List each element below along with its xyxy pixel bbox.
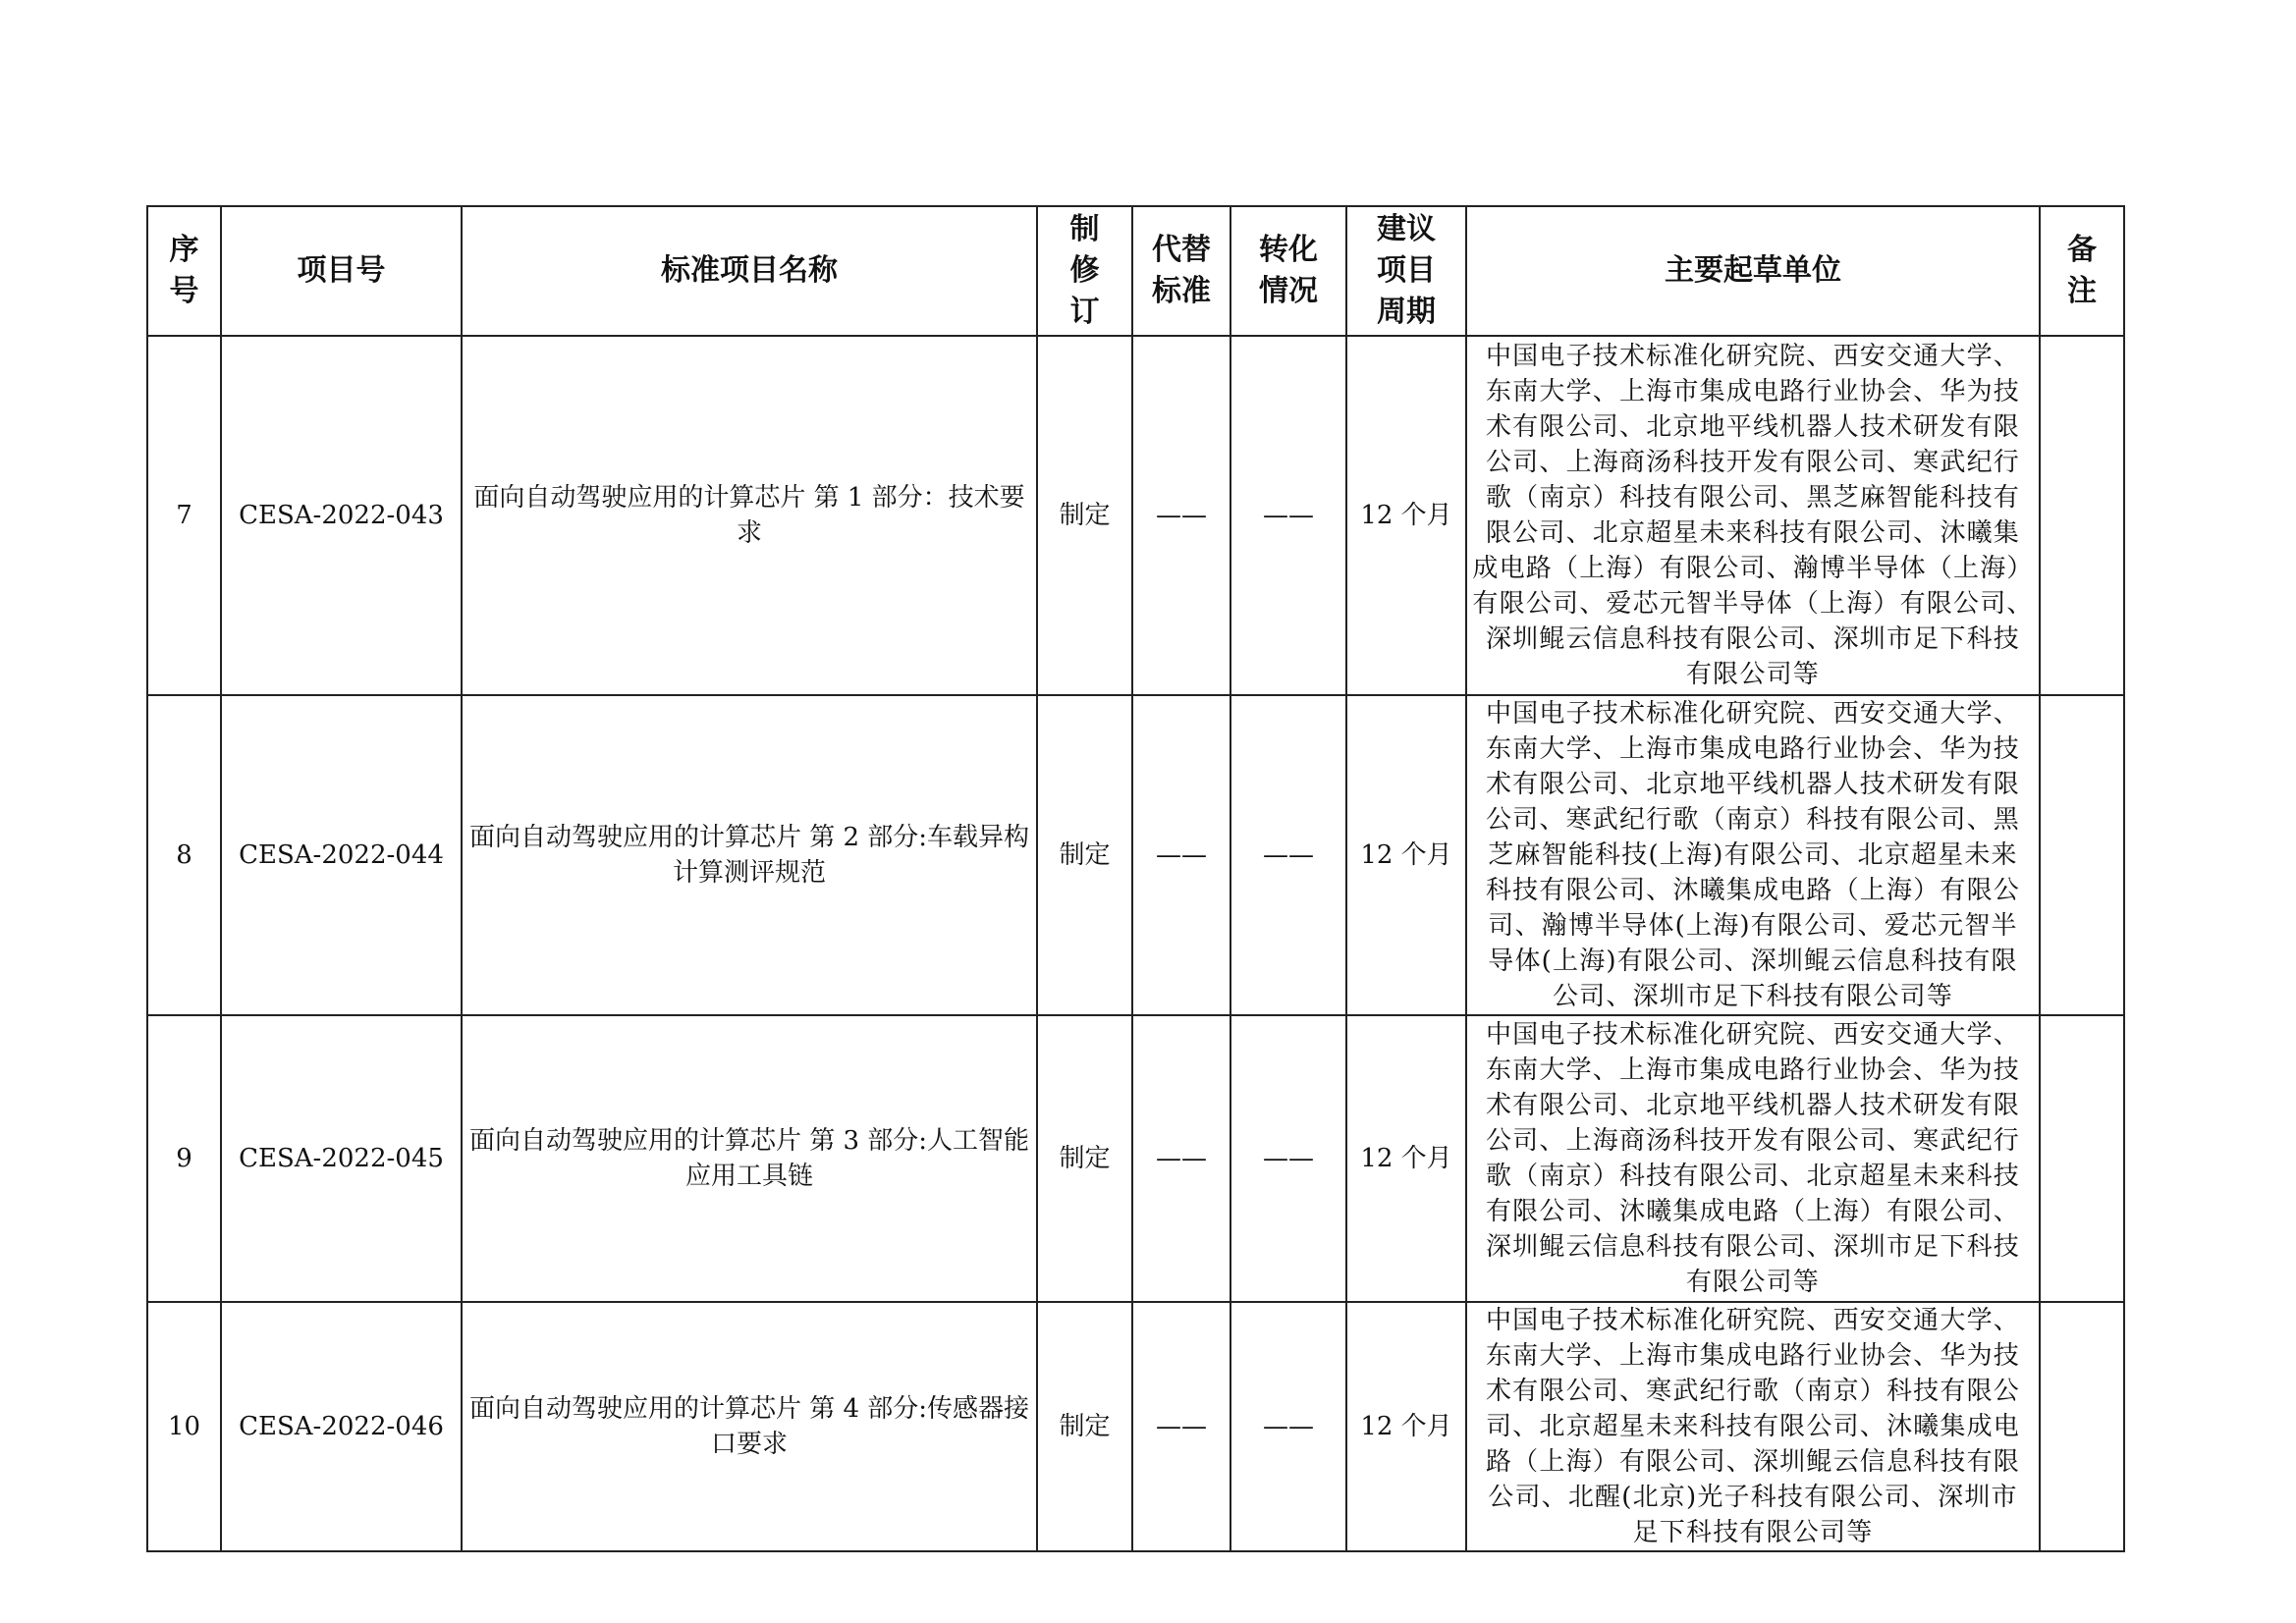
units-line: 歌（南京）科技有限公司、北京超星未来科技	[1485, 1162, 2020, 1191]
units-line: 东南大学、上海市集成电路行业协会、华为技	[1485, 377, 2020, 406]
units-line: 芝麻智能科技(上海)有限公司、北京超星未来	[1488, 840, 2018, 870]
units-line: 科技有限公司、沐曦集成电路（上海）有限公	[1485, 876, 2020, 905]
units-line: 中国电子技术标准化研究院、西安交通大学、	[1485, 342, 2020, 371]
units-line: 术有限公司、北京地平线机器人技术研发有限	[1485, 770, 2020, 799]
revision-cell: 制定	[1037, 336, 1132, 695]
table-row	[147, 1302, 2124, 1551]
units-line: 公司、上海商汤科技开发有限公司、寒武纪行	[1485, 1126, 2020, 1156]
header-replace: 代替 标准	[1132, 206, 1230, 336]
remark-cell	[2040, 1015, 2124, 1302]
cycle-cell: 12 个月	[1346, 1015, 1466, 1302]
name-cell: 面向自动驾驶应用的计算芯片 第 2 部分:车载异构计算测评规范	[462, 695, 1037, 1015]
units-line: 有限公司等	[1685, 1268, 1820, 1297]
remark-cell	[2040, 695, 2124, 1015]
units-line: 东南大学、上海市集成电路行业协会、华为技	[1485, 1055, 2020, 1085]
project-no-cell: CESA-2022-046	[221, 1302, 462, 1551]
replace-cell: ——	[1132, 1302, 1230, 1551]
cycle-cell: 12 个月	[1346, 1302, 1466, 1551]
header-units: 主要起草单位	[1466, 206, 2040, 336]
units-cell	[1466, 336, 2040, 695]
header-name: 标准项目名称	[462, 206, 1037, 336]
conversion-cell: ——	[1230, 695, 1346, 1015]
units-line: 术有限公司、北京地平线机器人技术研发有限	[1485, 412, 2020, 442]
replace-cell: ——	[1132, 1015, 1230, 1302]
project-no-cell: CESA-2022-044	[221, 695, 462, 1015]
replace-cell: ——	[1132, 336, 1230, 695]
header-row	[147, 206, 2124, 336]
seq-cell: 8	[147, 695, 221, 1015]
units-line: 歌（南京）科技有限公司、黑芝麻智能科技有	[1485, 483, 2020, 513]
units-line: 东南大学、上海市集成电路行业协会、华为技	[1485, 734, 2020, 764]
remark-cell	[2040, 336, 2124, 695]
revision-cell: 制定	[1037, 1015, 1132, 1302]
cycle-cell: 12 个月	[1346, 695, 1466, 1015]
cycle-cell: 12 个月	[1346, 336, 1466, 695]
header-conversion: 转化 情况	[1230, 206, 1346, 336]
revision-cell: 制定	[1037, 1302, 1132, 1551]
units-line: 导体(上海)有限公司、深圳鲲云信息科技有限	[1488, 947, 2018, 976]
units-line: 术有限公司、北京地平线机器人技术研发有限	[1485, 1091, 2020, 1120]
units-line: 公司、上海商汤科技开发有限公司、寒武纪行	[1485, 448, 2020, 477]
seq-cell: 10	[147, 1302, 221, 1551]
header-project-no: 项目号	[221, 206, 462, 336]
units-line: 限公司、北京超星未来科技有限公司、沐曦集	[1485, 518, 2020, 548]
units-line: 司、瀚博半导体(上海)有限公司、爱芯元智半	[1488, 911, 2018, 941]
units-cell	[1466, 1015, 2040, 1302]
conversion-cell: ——	[1230, 1015, 1346, 1302]
units-line: 中国电子技术标准化研究院、西安交通大学、	[1485, 699, 2020, 729]
header-remark: 备 注	[2040, 206, 2124, 336]
seq-cell: 9	[147, 1015, 221, 1302]
conversion-cell: ——	[1230, 336, 1346, 695]
units-line: 术有限公司、寒武纪行歌（南京）科技有限公	[1485, 1377, 2020, 1406]
remark-cell	[2040, 1302, 2124, 1551]
name-cell: 面向自动驾驶应用的计算芯片 第 4 部分:传感器接口要求	[462, 1302, 1037, 1551]
units-line: 深圳鲲云信息科技有限公司、深圳市足下科技	[1485, 1232, 2020, 1262]
units-cell	[1466, 1302, 2040, 1551]
units-line: 深圳鲲云信息科技有限公司、深圳市足下科技	[1485, 624, 2020, 654]
units-line: 公司、深圳市足下科技有限公司等	[1552, 982, 1953, 1011]
table-row	[147, 695, 2124, 1015]
units-line: 中国电子技术标准化研究院、西安交通大学、	[1485, 1020, 2020, 1050]
header-revision: 制 修 订	[1037, 206, 1132, 336]
revision-cell: 制定	[1037, 695, 1132, 1015]
project-no-cell: CESA-2022-043	[221, 336, 462, 695]
standards-table	[146, 205, 2125, 1552]
units-line: 有限公司、沐曦集成电路（上海）有限公司、	[1485, 1197, 2020, 1226]
project-no-cell: CESA-2022-045	[221, 1015, 462, 1302]
units-line: 东南大学、上海市集成电路行业协会、华为技	[1485, 1341, 2020, 1371]
conversion-cell: ——	[1230, 1302, 1346, 1551]
units-line: 有限公司、爱芯元智半导体（上海）有限公司、	[1472, 589, 2034, 619]
units-line: 有限公司等	[1685, 660, 1820, 689]
units-line: 足下科技有限公司等	[1632, 1518, 1874, 1547]
units-cell	[1466, 695, 2040, 1015]
units-line: 中国电子技术标准化研究院、西安交通大学、	[1485, 1306, 2020, 1335]
name-cell: 面向自动驾驶应用的计算芯片 第 3 部分:人工智能应用工具链	[462, 1015, 1037, 1302]
units-line: 成电路（上海）有限公司、瀚博半导体（上海）	[1472, 554, 2034, 583]
units-line: 公司、寒武纪行歌（南京）科技有限公司、黑	[1485, 805, 2020, 835]
units-line: 司、北京超星未来科技有限公司、沐曦集成电	[1485, 1412, 2020, 1441]
header-seq: 序 号	[147, 206, 221, 336]
replace-cell: ——	[1132, 695, 1230, 1015]
seq-cell: 7	[147, 336, 221, 695]
units-line: 路（上海）有限公司、深圳鲲云信息科技有限	[1485, 1447, 2020, 1477]
table-row	[147, 1015, 2124, 1302]
units-line: 公司、北醒(北京)光子科技有限公司、深圳市	[1488, 1483, 2018, 1512]
header-cycle: 建议 项目 周期	[1346, 206, 1466, 336]
table-row	[147, 336, 2124, 695]
name-cell: 面向自动驾驶应用的计算芯片 第 1 部分：技术要求	[462, 336, 1037, 695]
